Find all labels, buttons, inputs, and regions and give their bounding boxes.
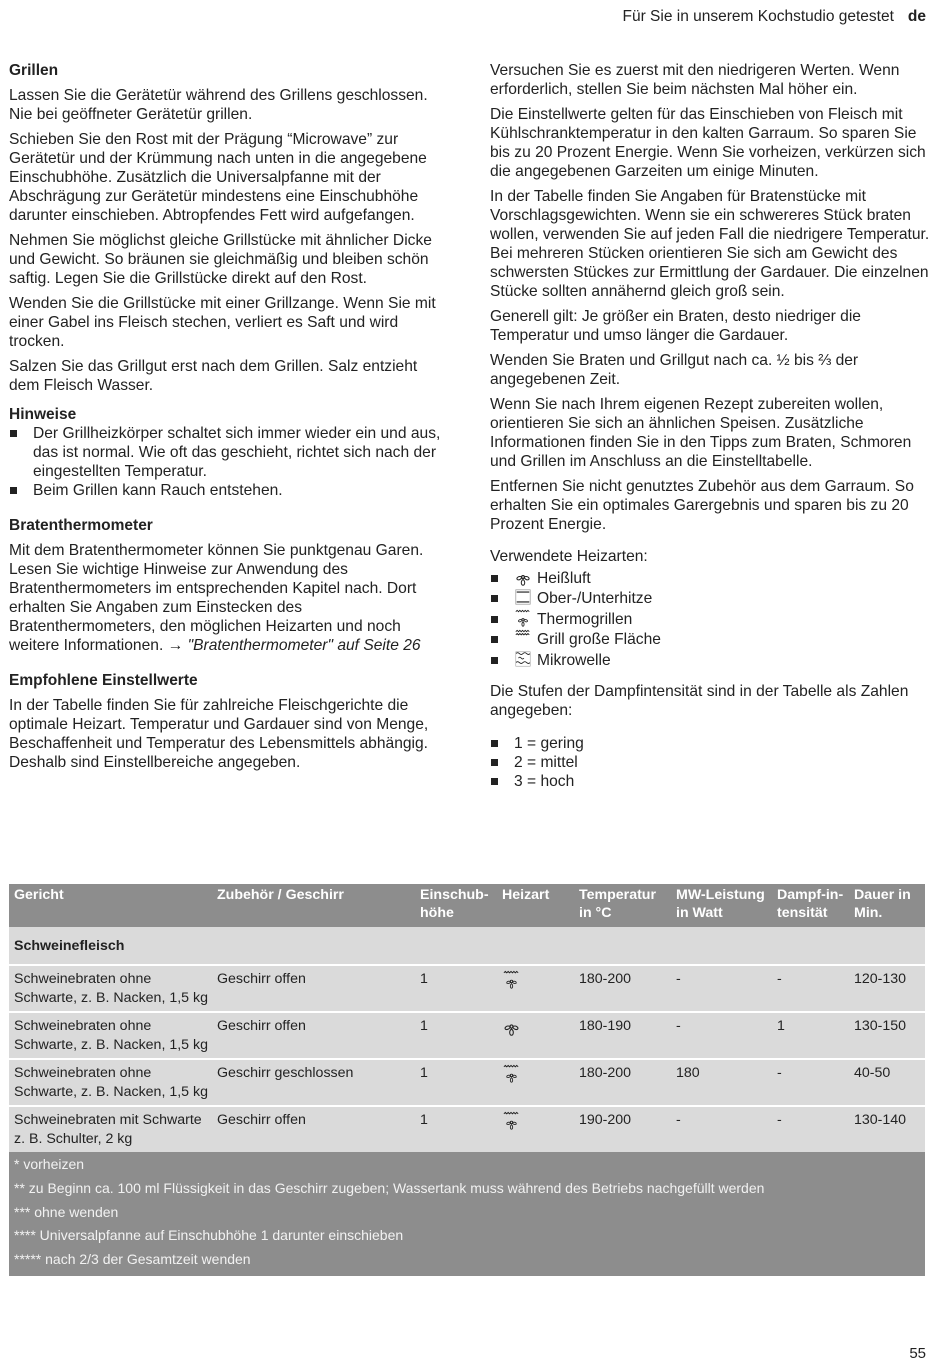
list-item: 3 = hoch <box>490 772 930 791</box>
thermogrill-icon <box>502 970 521 989</box>
cell-dish: Schweinebraten ohne Schwarte, z. B. Nacken, 1,5 kg <box>9 1012 212 1059</box>
column-header: Dampf-intensität <box>777 887 844 921</box>
column-header: MW-Leistung in Watt <box>676 887 765 921</box>
grill-large-icon <box>514 629 532 647</box>
page-header <box>623 8 927 26</box>
footnote: *** ohne wenden <box>14 1203 119 1220</box>
bratenthermometer-paragraph <box>9 541 449 655</box>
cell-mw-power: - <box>671 1012 772 1059</box>
column-header: Dauer in Min. <box>854 887 911 921</box>
paragraph: In der Tabelle finden Sie Angaben für Bratenstücke mit Vorschlagsgewichten. Wenn sie ein schwereres Stück braten wollen, verwenden Sie auf jeden Fall die niedrigere Temperatur. Bei mehreren Stücken orientieren Sie sich am Gewicht des schwersten Stückes zur Ermittlung der Gardauer. Die einzelnen Stücke sollten annähernd gleich groß sein. <box>490 188 930 300</box>
cell-dish: Schweinebraten mit Schwarte z. B. Schulter, 2 kg <box>9 1106 212 1152</box>
bratenthermometer-heading: Bratenthermometer <box>9 517 153 534</box>
column-header: Heizart <box>502 887 550 903</box>
thermogrill-icon <box>502 1111 521 1130</box>
page-number: 55 <box>909 1345 926 1362</box>
paragraph: Wenn Sie nach Ihrem eigenen Rezept zubereiten wollen, orientieren Sie sich an ähnlichen Speisen. Zusätzliche Informationen finden Sie in den Tipps zum Braten, Schmoren und Grillen im Anschluss an die Einstelltabelle. <box>490 396 912 470</box>
header-title: Für Sie in unserem Kochstudio getestet <box>622 8 894 25</box>
heizart-item <box>490 650 930 670</box>
right-column <box>490 61 930 797</box>
cell-dish: Schweinebraten ohne Schwarte, z. B. Nacken, 1,5 kg <box>9 965 212 1012</box>
settings-table <box>9 884 925 1276</box>
table-row <box>9 1059 925 1106</box>
paragraph: Versuchen Sie es zuerst mit den niedrigeren Werten. Wenn erforderlich, stellen Sie beim nächsten Mal höher ein. <box>490 62 900 98</box>
category-label: Schweinefleisch <box>14 938 125 954</box>
page-reference-link[interactable]: "Bratenthermometer" auf Seite 26 <box>187 637 421 654</box>
list-item: Beim Grillen kann Rauch entstehen. <box>9 481 449 500</box>
cell-temperature: 180-190 <box>574 1012 671 1059</box>
bratenthermometer-text: Mit dem Bratenthermometer können Sie punktgenau Garen. Lesen Sie wichtige Hinweise zur Anwendung des Bratenthermometers im entsprechenden Kapitel nach. Dort erhalten Sie Angaben zum Einstecken des Bratenthermometers, den möglichen Heizarten und noch weitere Informationen. <box>9 542 424 654</box>
hot-air-icon <box>502 1017 521 1036</box>
cell-accessory: Geschirr offen <box>212 1012 415 1059</box>
cell-duration: 130-140 <box>849 1106 925 1152</box>
cell-temperature: 180-200 <box>574 965 671 1012</box>
grillen-heading: Grillen <box>9 62 59 79</box>
heizarten-intro: Verwendete Heizarten: <box>490 548 648 565</box>
cell-heat-type <box>497 1012 574 1059</box>
cell-accessory: Geschirr offen <box>212 965 415 1012</box>
footnote: ***** nach 2/3 der Gesamtzeit wenden <box>14 1251 251 1268</box>
dampf-intro: Die Stufen der Dampfintensität sind in der Tabelle als Zahlen angegeben: <box>490 682 909 719</box>
cell-mw-power: 180 <box>671 1059 772 1106</box>
heizart-label: Grill große Fläche <box>537 631 661 649</box>
table-row <box>9 1106 925 1152</box>
left-column <box>9 61 449 778</box>
cell-mw-power: - <box>671 1106 772 1152</box>
heizart-item <box>490 568 930 588</box>
cell-temperature: 180-200 <box>574 1059 671 1106</box>
category-row <box>9 927 925 965</box>
cell-accessory: Geschirr geschlossen <box>212 1059 415 1106</box>
table-footnotes <box>9 1152 925 1276</box>
heizart-label: Heißluft <box>537 570 591 587</box>
grillen-paragraph: Lassen Sie die Gerätetür während des Grillens geschlossen. Nie bei geöffneter Gerätetür grillen. <box>9 87 428 123</box>
cell-duration: 120-130 <box>849 965 925 1012</box>
cell-temperature: 190-200 <box>574 1106 671 1152</box>
dampf-list <box>490 734 930 791</box>
cell-level: 1 <box>415 1106 497 1152</box>
heizart-item <box>490 609 930 629</box>
thermogrill-icon <box>514 609 532 627</box>
top-bottom-heat-icon <box>514 588 532 606</box>
grillen-paragraph: Salzen Sie das Grillgut erst nach dem Grillen. Salz entzieht dem Fleisch Wasser. <box>9 358 418 394</box>
hinweise-list <box>9 424 449 500</box>
language-tag: de <box>907 8 926 25</box>
microwave-icon <box>514 650 532 668</box>
footnote: ** zu Beginn ca. 100 ml Flüssigkeit in das Geschirr zugeben; Wassertank muss während des Betriebs nachgefüllt werden <box>14 1179 765 1196</box>
heizart-label: Ober-/Unterhitze <box>537 590 653 608</box>
heizart-item <box>490 629 930 649</box>
footnote: * vorheizen <box>14 1156 85 1172</box>
paragraph: Wenden Sie Braten und Grillgut nach ca. ½ bis ⅔ der angegebenen Zeit. <box>490 352 859 388</box>
grillen-paragraph: Schieben Sie den Rost mit der Prägung “Microwave” zur Gerätetür und der Krümmung nach unten in die angegebene Einschubhöhe. Zusätzlich die Universalpfanne mit der Abschrägung zur Gerätetür mindestens eine Einschubhöhe darunter einschieben. Abtropfendes Fett wird aufgefangen. <box>9 131 427 224</box>
column-header: Zubehör / Geschirr <box>217 887 344 903</box>
cell-heat-type <box>497 1106 574 1152</box>
empfohlene-paragraph: In der Tabelle finden Sie für zahlreiche Fleischgerichte die optimale Heizart. Temperatur und Gardauer sind von Menge, Beschaffenheit und Temperatur des Lebensmittels abhängig. Deshalb sind Einstellbereiche angegeben. <box>9 697 429 771</box>
cell-level: 1 <box>415 965 497 1012</box>
cell-steam: - <box>772 1059 849 1106</box>
cell-steam: 1 <box>772 1012 849 1059</box>
cell-mw-power: - <box>671 965 772 1012</box>
paragraph: Generell gilt: Je größer ein Braten, desto niedriger die Temperatur und umso länger die Gardauer. <box>490 308 861 344</box>
grillen-paragraph: Wenden Sie die Grillstücke mit einer Grillzange. Wenn Sie mit einer Gabel ins Fleisch stechen, verliert es Saft und wird trocken. <box>9 295 436 350</box>
cell-duration: 40-50 <box>849 1059 925 1106</box>
heizart-item <box>490 588 930 608</box>
cell-heat-type <box>497 965 574 1012</box>
thermogrill-icon <box>502 1064 521 1083</box>
cell-level: 1 <box>415 1059 497 1106</box>
cell-level: 1 <box>415 1012 497 1059</box>
cell-steam: - <box>772 965 849 1012</box>
heizarten-list <box>490 568 930 670</box>
heizart-label: Mikrowelle <box>537 651 611 669</box>
list-item: Der Grillheizkörper schaltet sich immer wieder ein und aus, das ist normal. Wie oft das geschieht, richtet sich nach der eingestellten Temperatur. <box>9 424 449 481</box>
empfohlene-einstellwerte-heading: Empfohlene Einstellwerte <box>9 672 198 689</box>
cell-steam: - <box>772 1106 849 1152</box>
heizart-label: Thermogrillen <box>537 610 633 628</box>
cell-duration: 130-150 <box>849 1012 925 1059</box>
table-header-row <box>9 884 925 927</box>
cell-dish: Schweinebraten ohne Schwarte, z. B. Nacken, 1,5 kg <box>9 1059 212 1106</box>
cell-accessory: Geschirr offen <box>212 1106 415 1152</box>
column-header: Gericht <box>14 887 64 903</box>
grillen-paragraph: Nehmen Sie möglichst gleiche Grillstücke mit ähnlicher Dicke und Gewicht. So bräunen sie gleichmäßig und bleiben schön saftig. Legen Sie die Grillstücke direkt auf den Rost. <box>9 232 432 287</box>
table-row <box>9 1012 925 1059</box>
column-header: Temperatur in °C <box>579 887 656 921</box>
paragraph: Entfernen Sie nicht genutztes Zubehör aus dem Garraum. So erhalten Sie ein optimales Garergebnis und sparen bis zu 20 Prozent Energie. <box>490 478 914 533</box>
list-item: 2 = mittel <box>490 753 930 772</box>
footnote: **** Universalpfanne auf Einschubhöhe 1 darunter einschieben <box>14 1227 404 1244</box>
table-row <box>9 965 925 1012</box>
reference-arrow-icon: → <box>167 637 184 654</box>
hinweise-heading: Hinweise <box>9 406 77 423</box>
column-header: Einschubhöhe <box>420 887 489 921</box>
hot-air-icon <box>514 568 532 586</box>
list-item: 1 = gering <box>490 734 930 753</box>
paragraph: Die Einstellwerte gelten für das Einschieben von Fleisch mit Kühlschranktemperatur in den kalten Garraum. So sparen Sie bis zu 20 Prozent Energie. Wenn Sie vorheizen, verkürzen sich die angegebenen Garzeiten um einige Minuten. <box>490 106 926 180</box>
cell-heat-type <box>497 1059 574 1106</box>
